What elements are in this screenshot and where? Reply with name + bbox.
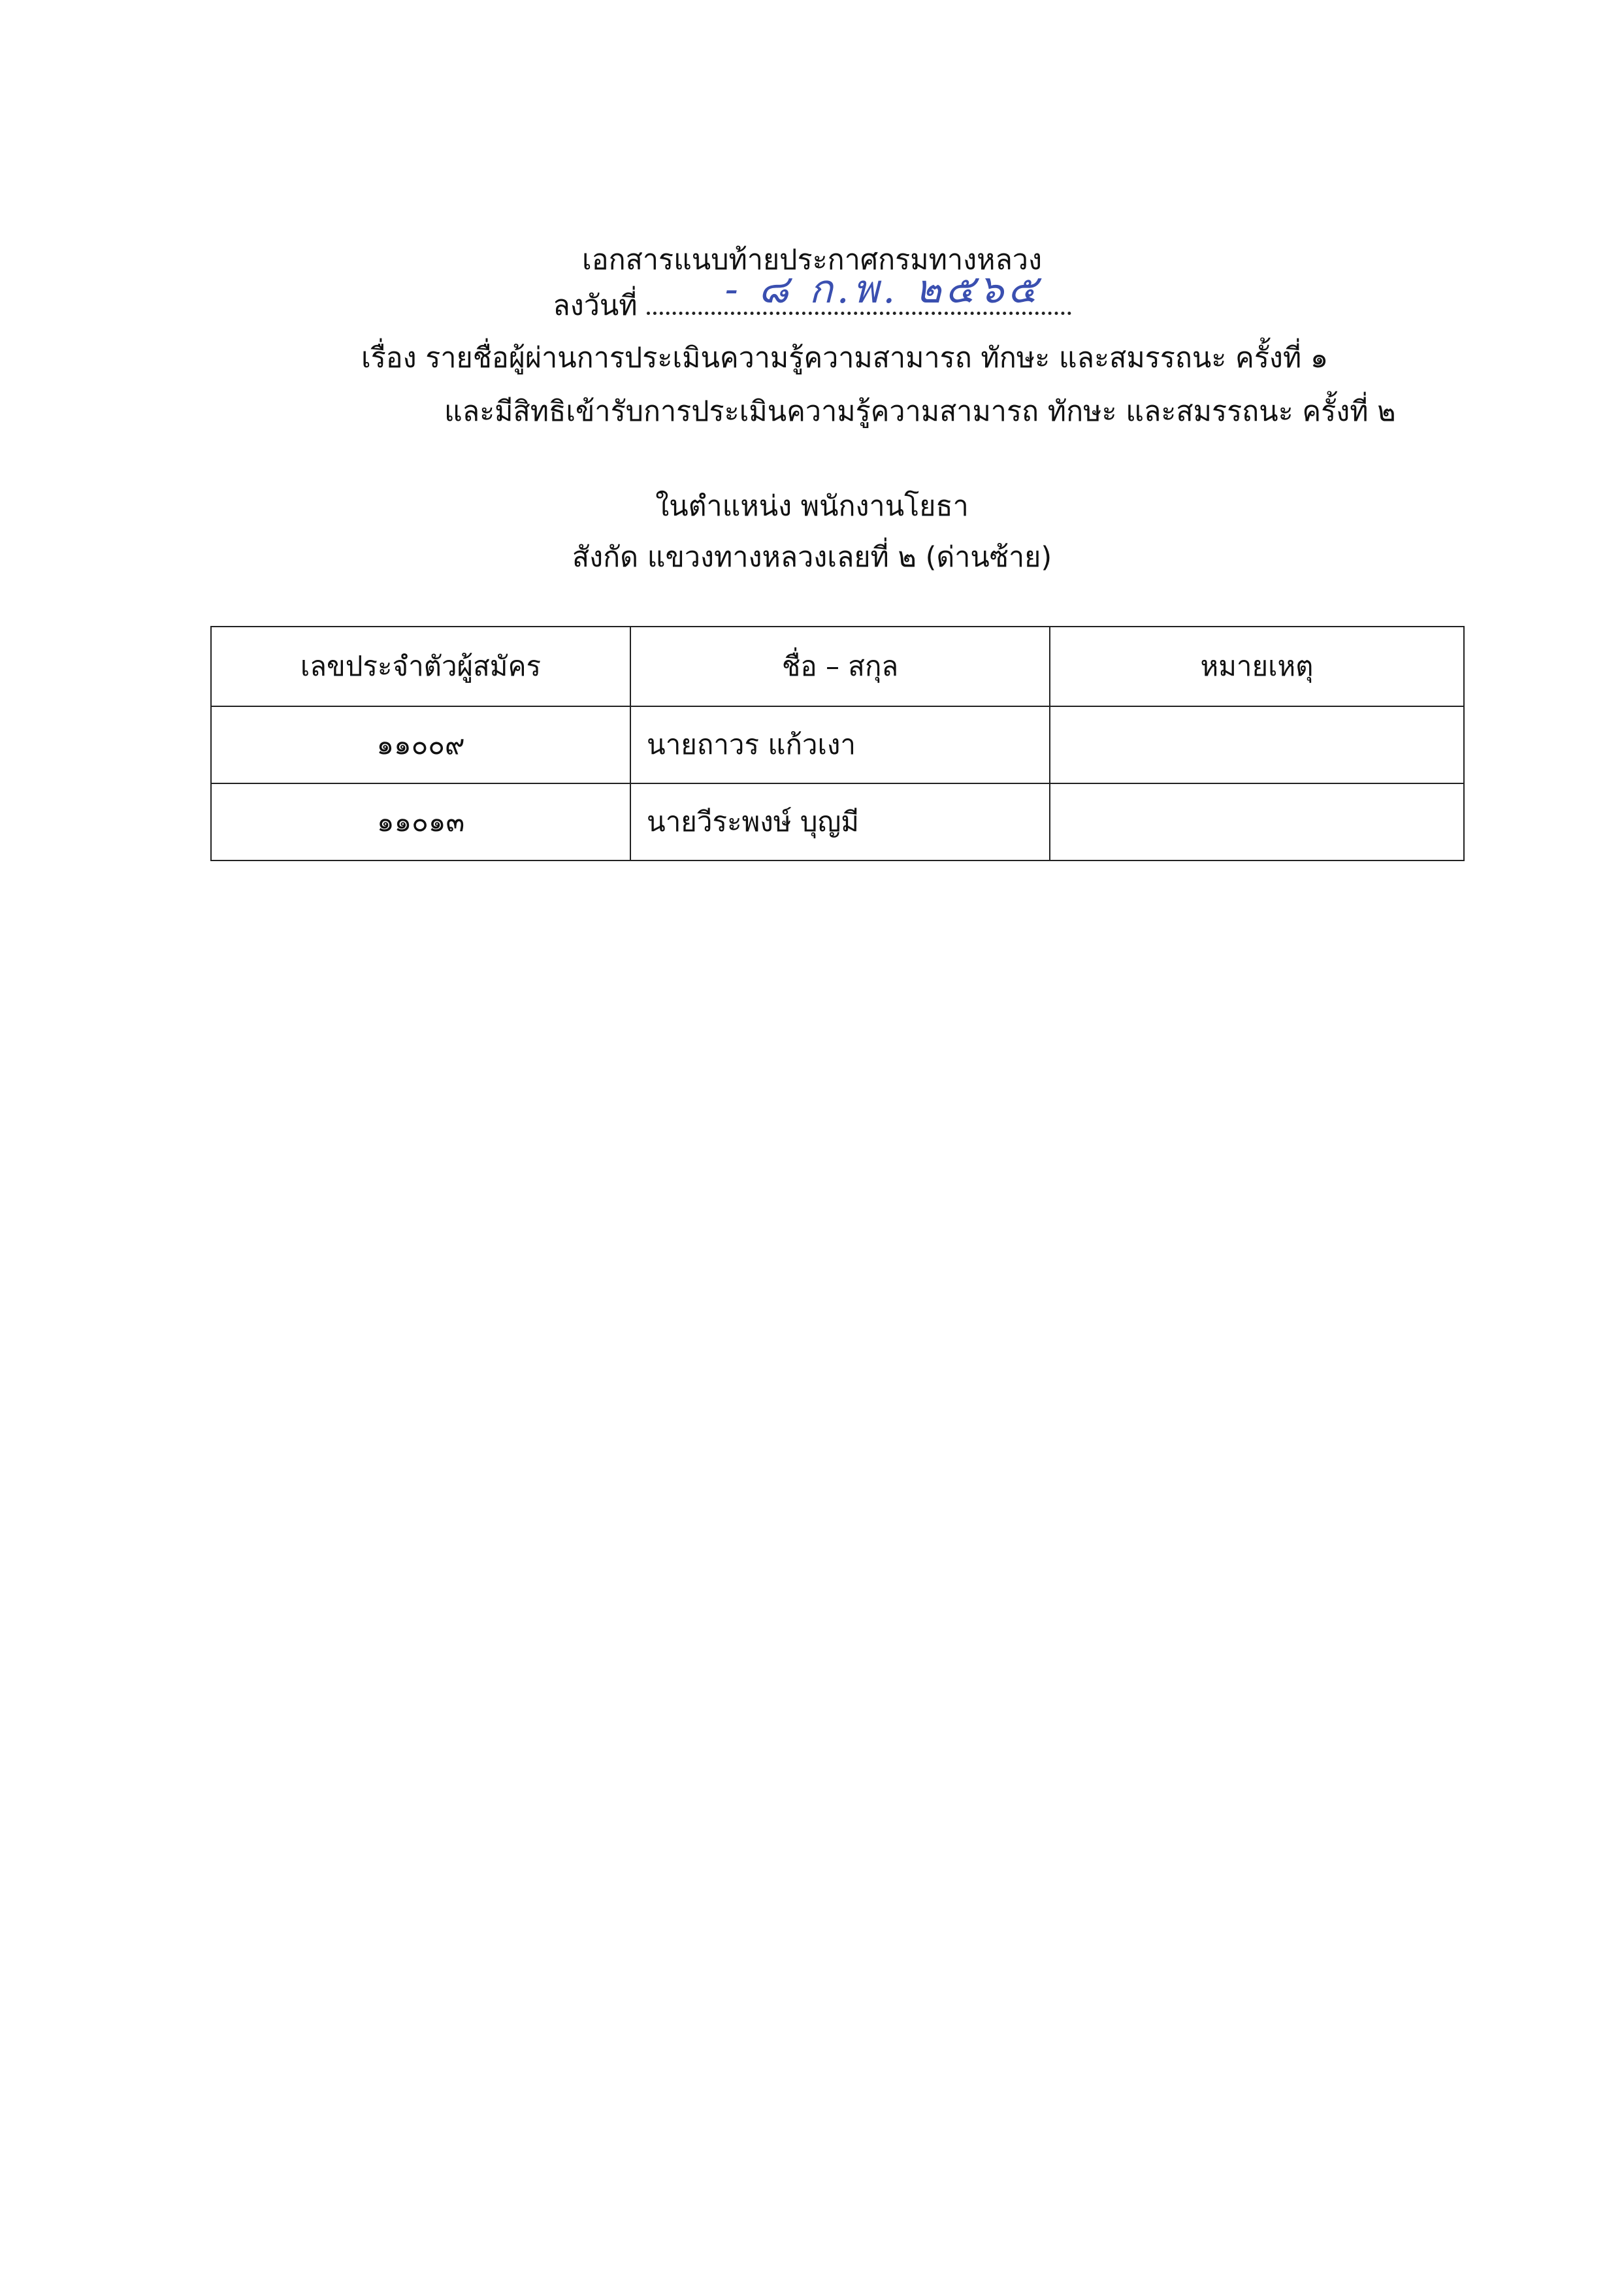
column-header-remark: หมายเหตุ [1050, 627, 1464, 706]
remark-cell [1050, 783, 1464, 860]
table-row [211, 783, 1464, 860]
applicant-id-cell: ๑๑๐๐๙ [211, 706, 630, 783]
subject-line-2: และมีสิทธิเข้ารับการประเมินความรู้ความสามารถ ทักษะ และสมรรถนะ ครั้งที่ ๒ [444, 395, 1396, 428]
applicant-id-cell: ๑๑๐๑๓ [211, 783, 630, 860]
document-title: เอกสารแนบท้ายประกาศกรมทางหลวง [582, 244, 1042, 276]
column-header-name: ชื่อ – สกุล [630, 627, 1050, 706]
handwritten-date: - ๘ ก.พ. ๒๕๖๕ [724, 267, 1041, 312]
applicant-name-cell: นายวีระพงษ์ บุญมี [630, 783, 1050, 860]
table-row [211, 706, 1464, 783]
table-header-row [211, 627, 1464, 706]
office-line: สังกัด แขวงทางหลวงเลยที่ ๒ (ด่านซ้าย) [572, 541, 1052, 574]
position-line: ในตำแหน่ง พนักงานโยธา [655, 490, 969, 523]
date-line [0, 267, 1624, 325]
subject-line-1: เรื่อง รายชื่อผู้ผ่านการประเมินความรู้ความสามารถ ทักษะ และสมรรถนะ ครั้งที่ ๑ [361, 342, 1329, 374]
date-dotted-field [647, 267, 1071, 315]
date-label: ลงวันที่ [553, 289, 638, 322]
column-header-applicant-id: เลขประจำตัวผู้สมัคร [211, 627, 630, 706]
applicant-table [210, 626, 1465, 861]
remark-cell [1050, 706, 1464, 783]
applicant-name-cell: นายถาวร แก้วเงา [630, 706, 1050, 783]
